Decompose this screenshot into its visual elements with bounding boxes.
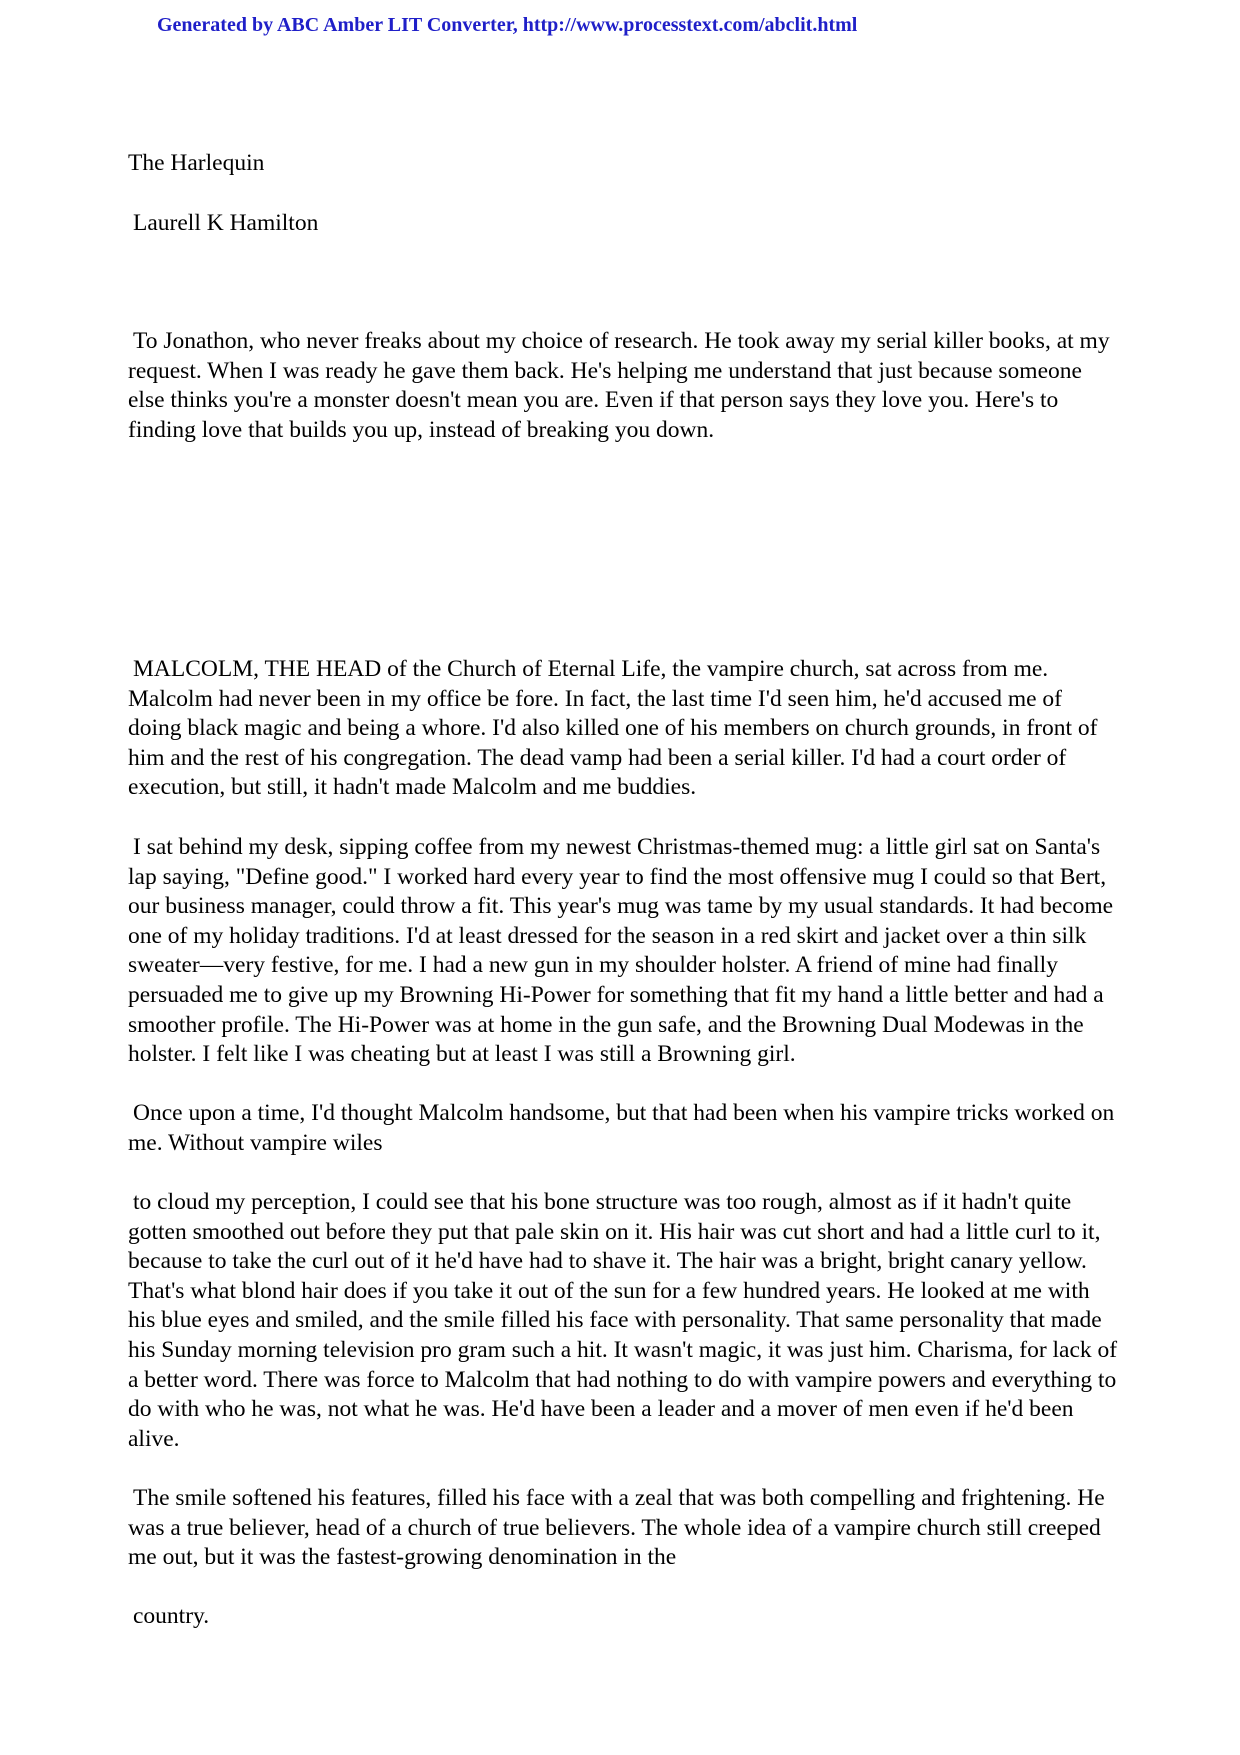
generator-link[interactable]: Generated by ABC Amber LIT Converter, http://www.processtext.com/abclit.html [157, 14, 858, 36]
book-author: Laurell K Hamilton [133, 210, 319, 236]
story-paragraph-5: The smile softened his features, filled his face with a zeal that was both compelling and frightening. He was a true believer, head of a church of true believers. The whole idea of a vampire church still creeped me out, but it was the fastest-growing denomination in the [128, 1485, 1105, 1571]
story-paragraph-1: MALCOLM, THE HEAD of the Church of Eternal Life, the vampire church, sat across from me. Malcolm had never been in my office be fore. In fact, the last time I'd seen him, he'd accused me of doing black magic and being a whore. I'd also killed one of his members on church grounds, in front of him and the rest of his congregation. The dead vamp had been a serial killer. I'd had a court order of execution, but still, it hadn't made Malcolm and me buddies. [128, 656, 1098, 801]
story-paragraph-3: Once upon a time, I'd thought Malcolm handsome, but that had been when his vampire tricks worked on me. Without vampire wiles [128, 1100, 1115, 1156]
story-paragraph-6: country. [133, 1603, 210, 1629]
story-paragraph-2: I sat behind my desk, sipping coffee from my newest Christmas-themed mug: a little girl sat on Santa's lap saying, "Define good." I worked hard every year to find the most offensive mug I could so that Bert, our business manager, could throw a fit. This year's mug was tame by my usual standards. It had become one of my holiday traditions. I'd at least dressed for the season in a red skirt and jacket over a thin silk sweater—very festive, for me. I had a new gun in my shoulder holster. A friend of mine had finally persuaded me to give up my Browning Hi-Power for something that fit my hand a little better and had a smoother profile. The Hi-Power was at home in the gun safe, and the Browning Dual Modewas in the holster. I felt like I was cheating but at least I was still a Browning girl. [128, 834, 1114, 1068]
book-title: The Harlequin [128, 150, 265, 176]
dedication-paragraph: To Jonathon, who never freaks about my choice of research. He took away my serial killer books, at my request. When I was ready he gave them back. He's helping me understand that just because someone else thinks you're a monster doesn't mean you are. Even if that person says they love you. Here's to finding love that builds you up, instead of breaking you down. [128, 328, 1110, 443]
story-paragraph-4: to cloud my perception, I could see that his bone structure was too rough, almost as if it hadn't quite gotten smoothed out before they put that pale skin on it. His hair was cut short and had a little curl to it, because to take the curl out of it he'd have had to shave it. The hair was a bright, bright canary yellow. That's what blond hair does if you take it out of the sun for a few hundred years. He looked at me with his blue eyes and smiled, and the smile filled his face with personality. That same personality that made his Sunday morning television pro gram such a hit. It wasn't magic, it was just him. Charisma, for lack of a better word. There was force to Malcolm that had nothing to do with vampire powers and everything to do with who he was, not what he was. He'd have been a leader and a mover of men even if he'd been alive. [128, 1189, 1118, 1452]
